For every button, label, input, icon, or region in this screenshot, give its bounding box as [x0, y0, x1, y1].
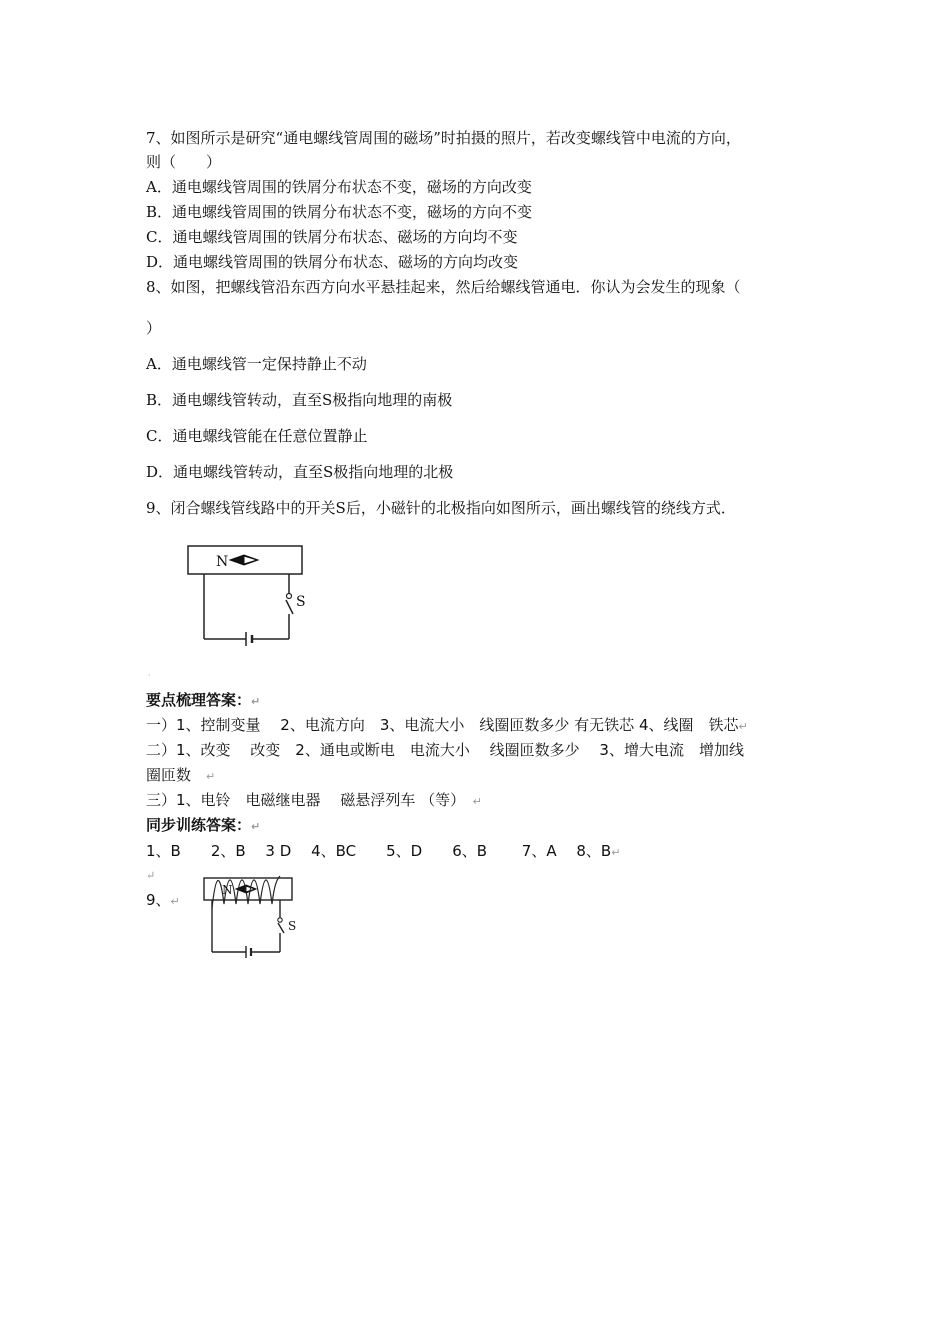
q7-option-b: B．通电螺线管周围的铁屑分布状态不变，磁场的方向不变	[146, 203, 533, 221]
answers-line-3: 圈匝数 ↵	[146, 766, 216, 784]
q7-option-a: A．通电螺线管周围的铁屑分布状态不变，磁场的方向改变	[146, 178, 532, 196]
q8-stem-line2: ）	[146, 319, 162, 337]
answers-line-1: 一）1、控制变量 2、电流方向 3、电流大小 线圈匝数多少 有无铁芯 4、线圈 铁芯↵	[146, 716, 748, 734]
q8-option-a: A．通电螺线管一定保持静止不动	[146, 355, 367, 373]
q9-answer-diagram	[198, 868, 308, 960]
sync-answers-heading: 同步训练答案：↵	[146, 816, 261, 834]
q8-stem-line1: 8、如图，把螺线管沿东西方向水平悬挂起来，然后给螺线管通电．你认为会发生的现象（	[146, 278, 741, 296]
q9-circuit-diagram	[180, 538, 330, 650]
empty-paragraph-mark: ↵	[146, 869, 156, 882]
answer-switch-pivot	[278, 918, 282, 922]
answers-heading: 要点梳理答案：↵	[146, 691, 261, 709]
switch-s-label: S	[296, 594, 306, 610]
q7-stem-line1: 7、如图所示是研究“通电螺线管周围的磁场”时拍摄的照片，若改变螺线管中电流的方向，	[146, 129, 741, 147]
answer-compass-n-label: N	[222, 883, 233, 897]
q9-stem: 9、闭合螺线管线路中的开关S后，小磁针的北极指向如图所示，画出螺线管的绕线方式．	[146, 499, 736, 517]
answer-switch-blade	[278, 923, 284, 933]
q7-option-c: C．通电螺线管周围的铁屑分布状态、磁场的方向均不变	[146, 228, 518, 246]
answers-line-2: 二）1、改变 改变 2、通电或断电 电流大小 线圈匝数多少 3、增大电流 增加线	[146, 741, 744, 759]
answer-coil-winding	[212, 876, 280, 908]
small-dot-mark: ·	[148, 671, 151, 680]
q8-option-b: B．通电螺线管转动，直至S极指向地理的南极	[146, 391, 453, 409]
compass-n-label: N	[216, 554, 229, 570]
q7-stem-line2: 则（ ）	[146, 153, 222, 171]
q7-option-d: D．通电螺线管周围的铁屑分布状态、磁场的方向均改变	[146, 253, 519, 271]
switch-blade	[286, 600, 293, 614]
q8-option-c: C．通电螺线管能在任意位置静止	[146, 427, 368, 445]
q9-answer-label: 9、↵	[146, 891, 180, 909]
switch-pivot	[287, 594, 292, 599]
sync-answers-line: 1、B 2、B 3 D 4、BC 5、D 6、B 7、A 8、B↵	[146, 842, 621, 860]
answer-switch-s-label: S	[288, 919, 297, 933]
q8-option-d: D．通电螺线管转动，直至S极指向地理的北极	[146, 463, 454, 481]
answers-line-4: 三）1、电铃 电磁继电器 磁悬浮列车 （等） ↵	[146, 791, 482, 809]
